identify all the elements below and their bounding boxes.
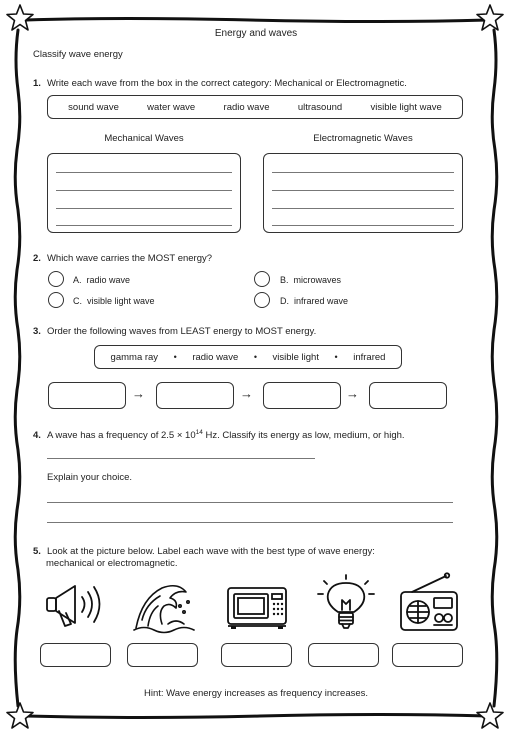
arrow-icon: → [132, 386, 145, 401]
arrow-icon: → [240, 386, 253, 401]
mechanical-answer-box[interactable] [47, 153, 241, 233]
star-icon [477, 5, 503, 30]
option-b-radio[interactable] [254, 271, 270, 287]
bullet-separator: • [334, 352, 338, 362]
question-4: 4. A wave has a frequency of $2.5 \times 10^{14}$ Hz. Classify its energy as low, medium, or high. [33, 429, 405, 442]
wave-order-box [94, 345, 402, 369]
worksheet-subtitle: Classify wave energy [33, 49, 123, 60]
microwave-oven-icon [225, 584, 289, 630]
label-box-radio[interactable] [392, 643, 463, 667]
electromagnetic-answer-box[interactable] [263, 153, 463, 233]
option-c: C. visible light wave [73, 296, 155, 306]
mechanical-heading: Mechanical Waves [104, 133, 184, 144]
bullet-separator: • [173, 352, 177, 362]
arrow-icon: → [346, 386, 359, 401]
question-2: 2. Which wave carries the MOST energy? [33, 253, 213, 264]
word-bank-item: ultrasound [297, 101, 343, 113]
answer-line[interactable] [47, 458, 315, 459]
bullet-separator: • [253, 352, 257, 362]
option-a-radio[interactable] [48, 271, 64, 287]
word-bank-item: radio wave [223, 101, 270, 113]
question-5: 5. Look at the picture below. Label each wave with the best type of wave energy: mechanical or electromagnetic. [33, 546, 375, 569]
wave-word: gamma ray [110, 351, 159, 363]
label-box-light-bulb[interactable] [308, 643, 379, 667]
explain-prompt: Explain your choice. [47, 472, 133, 483]
star-icon [477, 703, 503, 728]
star-icon [7, 703, 33, 728]
option-d-radio[interactable] [254, 292, 270, 308]
ocean-wave-icon [132, 578, 196, 634]
order-box-4[interactable] [369, 382, 447, 409]
order-box-2[interactable] [156, 382, 234, 409]
hint-text: Hint: Wave energy increases as frequency increases. [143, 688, 369, 699]
order-box-1[interactable] [48, 382, 126, 409]
word-bank-box [47, 95, 463, 119]
word-bank-item: water wave [147, 101, 196, 113]
word-bank-item: sound wave [68, 101, 119, 113]
option-c-radio[interactable] [48, 292, 64, 308]
label-box-ocean-wave[interactable] [127, 643, 198, 667]
star-icon [7, 5, 33, 30]
megaphone-icon [43, 578, 107, 634]
option-a: A. radio wave [73, 275, 131, 285]
electromagnetic-heading: Electromagnetic Waves [313, 133, 413, 144]
option-d: D. infrared wave [280, 296, 349, 306]
radio-icon [398, 572, 462, 634]
label-box-megaphone[interactable] [40, 643, 111, 667]
worksheet-title: Energy and waves [214, 28, 298, 39]
question-1: 1. Write each wave from the box in the correct category: Mechanical or Electromagnetic. [33, 78, 407, 89]
wave-word: visible light [272, 351, 319, 363]
question-3: 3. Order the following waves from LEAST energy to MOST energy. [33, 326, 317, 337]
word-bank-item: visible light wave [370, 101, 442, 113]
label-box-microwave[interactable] [221, 643, 292, 667]
wave-word: infrared [353, 351, 386, 363]
option-b: B. microwaves [280, 275, 342, 285]
order-box-3[interactable] [263, 382, 341, 409]
light-bulb-icon [314, 574, 378, 634]
wave-word: radio wave [192, 351, 239, 363]
explain-line[interactable] [47, 502, 453, 503]
explain-line[interactable] [47, 522, 453, 523]
